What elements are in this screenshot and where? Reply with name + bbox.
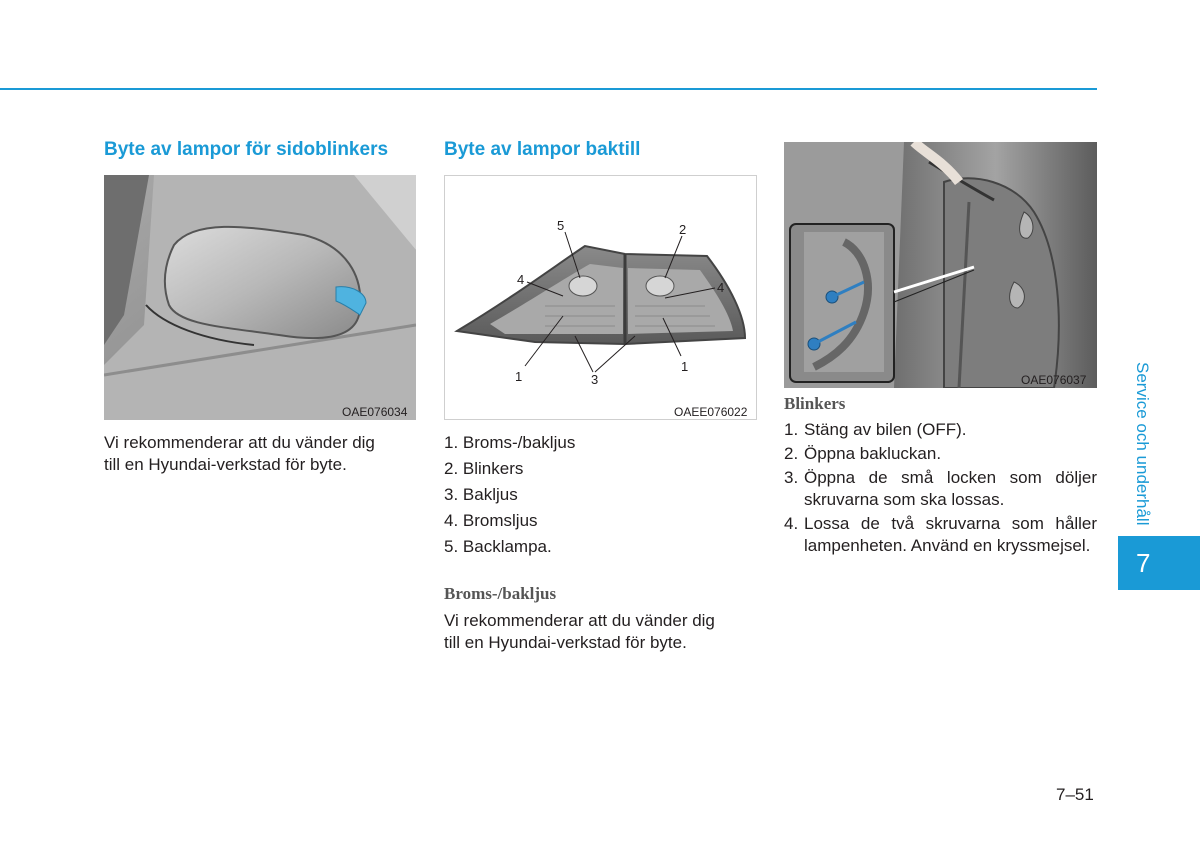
list-item <box>444 430 760 456</box>
list-item-label: 2. Blinkers <box>444 459 524 478</box>
blinker-steps-list <box>784 419 1097 557</box>
list-item-label: 1. Broms-/bakljus <box>444 433 576 452</box>
figure-rear-lamp <box>444 175 757 420</box>
step-text: Lossa de två skruvarna som håller lampenheten. Använd en kryssmejsel. <box>804 514 1097 555</box>
callout-3: 3 <box>591 372 599 387</box>
left-body-line: Vi rekommenderar att du vänder dig <box>104 433 375 452</box>
list-item <box>784 443 1097 465</box>
chapter-tab <box>1118 536 1200 590</box>
figure-code-middle: OAEE076022 <box>674 405 748 419</box>
list-item <box>784 419 1097 441</box>
step-text: Öppna de små locken som döljer skruvarna som ska lossas. <box>804 468 1097 509</box>
list-item-label: 5. Backlampa. <box>444 537 552 556</box>
left-body-line: till en Hyundai-verkstad för byte. <box>104 455 347 474</box>
step-number: 4. <box>784 514 799 533</box>
heading-rear-lamps: Byte av lampor baktill <box>444 139 641 160</box>
callout-1-left: 1 <box>515 369 523 384</box>
callout-4-right: 4 <box>717 280 725 295</box>
subheading-brake-tail: Broms-/bakljus <box>444 584 557 603</box>
list-item <box>444 456 760 482</box>
page-number: 7–51 <box>1056 785 1094 804</box>
callout-5: 5 <box>557 218 565 233</box>
figure-code-left: OAE076034 <box>342 405 408 419</box>
middle-body-line: till en Hyundai-verkstad för byte. <box>444 633 687 652</box>
step-number: 1. <box>784 420 799 439</box>
rear-lamp-parts-list <box>444 430 760 560</box>
heading-side-blinker: Byte av lampor för sidoblinkers <box>104 139 389 160</box>
list-item-label: 3. Bakljus <box>444 485 518 504</box>
figure-code-right: OAE076037 <box>1021 373 1087 387</box>
step-text: Stäng av bilen (OFF). <box>804 420 967 439</box>
top-rule <box>0 88 1097 90</box>
middle-body-line: Vi rekommenderar att du vänder dig <box>444 611 715 630</box>
subheading-blinkers: Blinkers <box>784 394 846 413</box>
callout-4-left: 4 <box>517 272 525 287</box>
chapter-side-title: Service och underhåll <box>1133 362 1152 526</box>
middle-body <box>444 610 760 654</box>
left-body <box>104 432 420 476</box>
step-number: 2. <box>784 444 799 463</box>
figure-side-mirror <box>104 175 416 420</box>
list-item-label: 4. Bromsljus <box>444 511 538 530</box>
callout-2: 2 <box>679 222 687 237</box>
list-item <box>784 467 1097 511</box>
trunk-blinker-illustration <box>784 142 1097 388</box>
chapter-number: 7 <box>1136 547 1151 578</box>
rear-lamp-illustration <box>445 176 757 420</box>
list-item <box>444 508 760 534</box>
list-item <box>444 534 760 560</box>
list-item <box>444 482 760 508</box>
step-text: Öppna bakluckan. <box>804 444 942 463</box>
figure-trunk-blinker <box>784 142 1097 388</box>
step-number: 3. <box>784 468 799 487</box>
callout-1-right: 1 <box>681 359 689 374</box>
side-mirror-illustration <box>104 175 416 420</box>
list-item <box>784 513 1097 557</box>
